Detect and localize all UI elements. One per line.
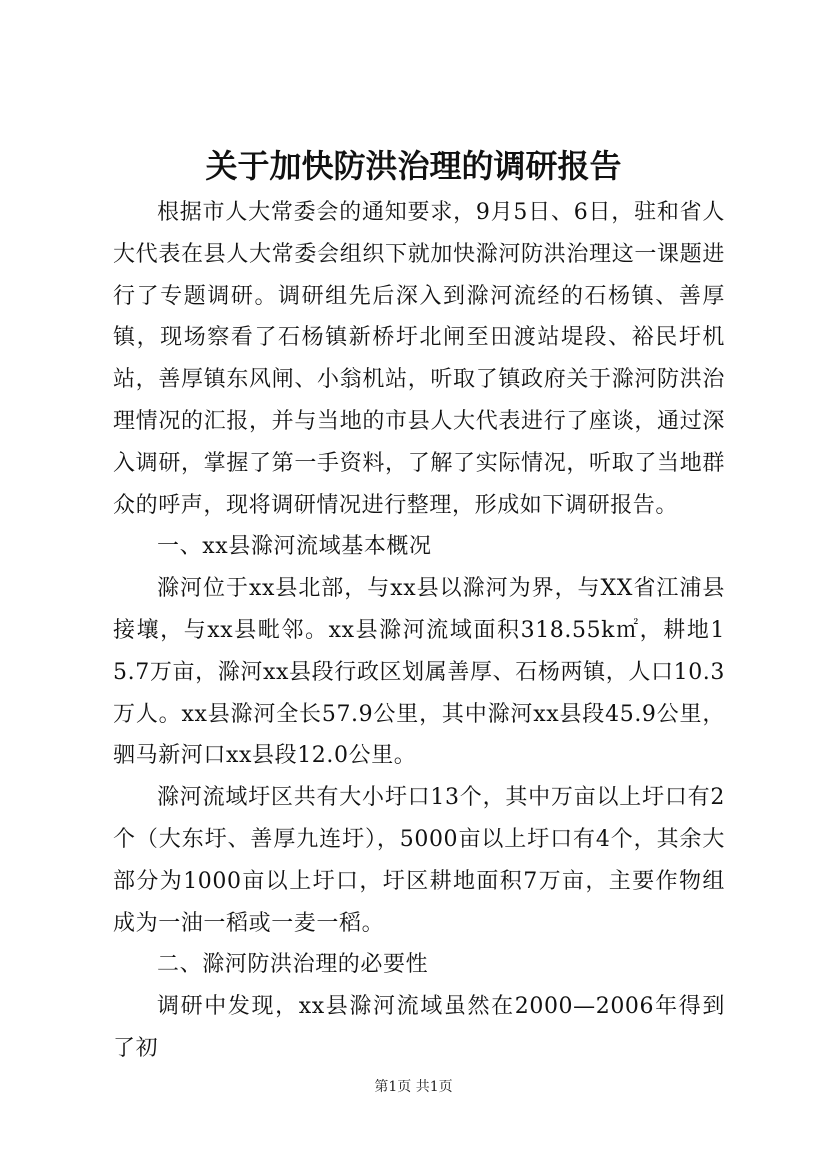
page-footer: 第1页 共1页 <box>374 1079 453 1095</box>
section-heading-1: 一、xx县滁河流域基本概况 <box>157 534 432 560</box>
document-title: 关于加快防洪治理的调研报告 <box>205 147 622 185</box>
paragraph-overview: 滁河位于xx县北部，与xx县以滁河为界，与XX省江浦县接壤，与xx县毗邻。xx县滁河流域面积318.55k㎡，耕地15.7万亩，滁河xx县段行政区划属善厚、石杨两镇，人口10.3万人。xx县滁河全长57.9公里，其中滁河xx县段45.9公里，驷马新河口xx县段12.0公里。 <box>113 576 725 769</box>
paragraph-intro: 根据市人大常委会的通知要求，9月5日、6日，驻和省人大代表在县人大常委会组织下就加快滁河防洪治理这一课题进行了专题调研。调研组先后深入到滁河流经的石杨镇、善厚镇，现场察看了石杨镇新桥圩北闸至田渡站堤段、裕民圩机站，善厚镇东风闸、小翁机站，听取了镇政府关于滁河防洪治理情况的汇报，并与当地的市县人大代表进行了座谈，通过深入调研，掌握了第一手资料，了解了实际情况，听取了当地群众的呼声，现将调研情况进行整理，形成如下调研报告。 <box>113 200 725 518</box>
document-body <box>113 192 725 1070</box>
paragraph-necessity: 调研中发现，xx县滁河流域虽然在2000—2006年得到了初 <box>113 994 725 1061</box>
paragraph-polders: 滁河流域圩区共有大小圩口13个，其中万亩以上圩口有2个（大东圩、善厚九连圩），5000亩以上圩口有4个，其余大部分为1000亩以上圩口，圩区耕地面积7万亩，主要作物组成为一油一稻或一麦一稻。 <box>113 785 725 936</box>
section-heading-2: 二、滁河防洪治理的必要性 <box>157 952 429 978</box>
